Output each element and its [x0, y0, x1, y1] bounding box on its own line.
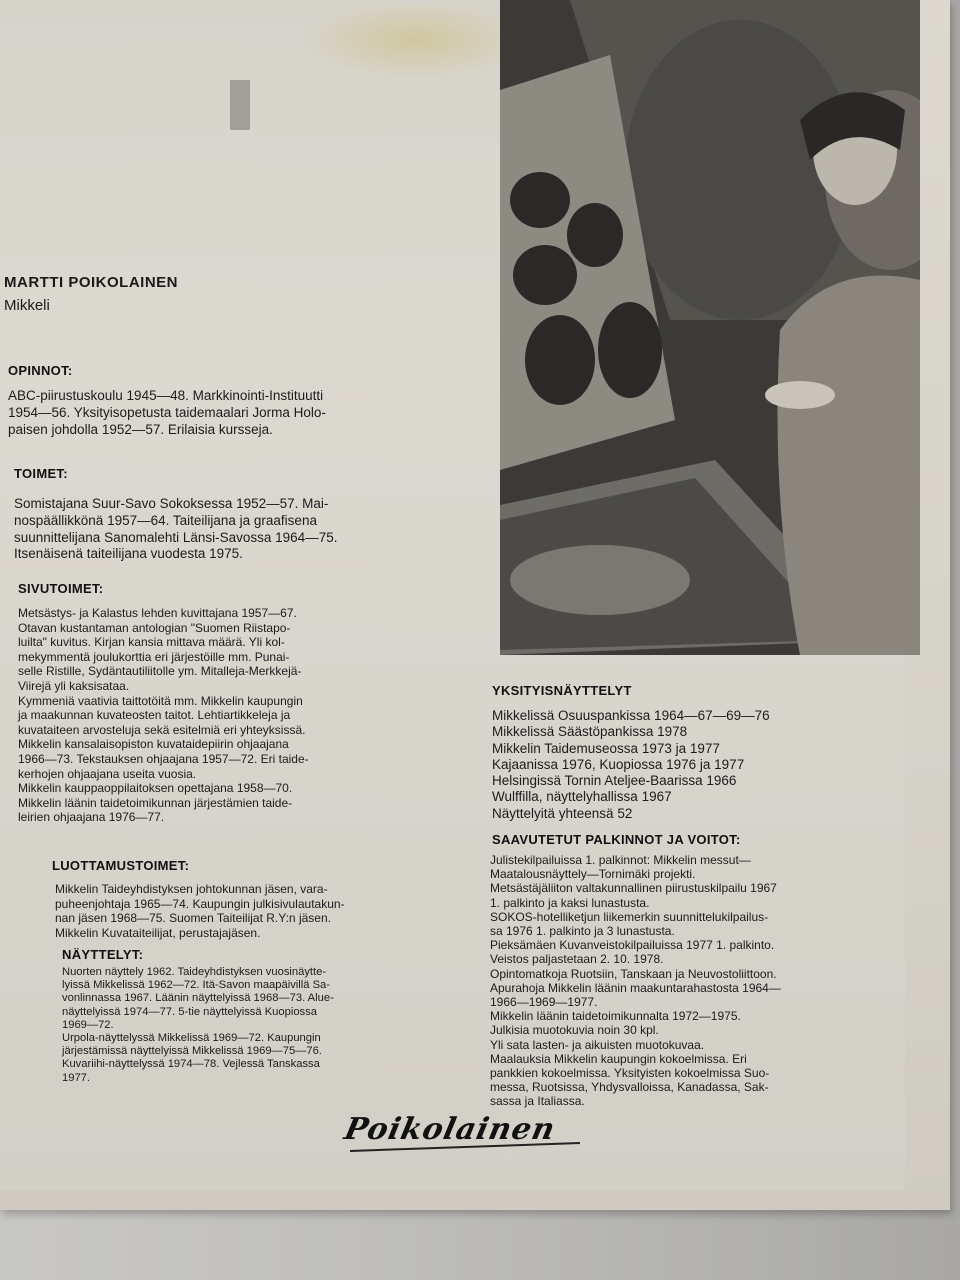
artist-city: Mikkeli — [4, 297, 50, 314]
signature: Poikolainen — [341, 1112, 559, 1147]
text-awards: Julistekilpailuissa 1. palkinnot: Mikkelin messut— Maatalousnäyttely—Tornimäki projekti. Metsästäjäliiton valtakunnallinen piirustuskilpailu 1967 1. palkinto ja kaksi lunastusta. SOKOS-hotelliketjun liikemerkin suunnittelukilpailus- sa 1976 1. palkinto ja 3 lunastusta. Pieksämäen Kuvanveistokilpailuissa 1977 1. palkinto. Veistos paljastetaan 2. 10. 1978. Opintomatkoja Ruotsiin, Tanskaan ja Neuvostoliittoon. Apurahoja Mikkelin läänin maakuntarahastosta 1964— 1966—1969—1977. Mikkelin läänin taidetoimikunnalta 1972—1975. Julkisia muotokuvia noin 30 kpl. Yli sata lasten- ja aikuisten muotokuvaa. Maalauksia Mikkelin kaupungin kokoelmissa. Eri pankkien kokoelmissa. Yksityisten kokoelmissa Suo- messa, Ruotsissa, Yhdysvalloissa, Kanadassa, Sak- sassa ja Italiassa. — [490, 853, 781, 1109]
photo-illustration — [500, 0, 920, 655]
heading-awards: SAAVUTETUT PALKINNOT JA VOITOT: — [492, 832, 741, 847]
heading-exhibitions: NÄYTTELYT: — [62, 947, 144, 962]
text-solo-exhibitions: Mikkelissä Osuuspankissa 1964—67—69—76 Mikkelissä Säästöpankissa 1978 Mikkelin Taidemuseossa 1973 ja 1977 Kajaanissa 1976, Kuopiossa 1976 ja 1977 Helsingissä Tornin Ateljee-Baarissa 1966 Wulffilla, näyttelyhallissa 1967 Näyttelyitä yhteensä 52 — [492, 708, 770, 821]
artist-name: MARTTI POIKOLAINEN — [4, 274, 178, 291]
text-trust-positions: Mikkelin Taideyhdistyksen johtokunnan jäsen, vara- puheenjohtaja 1965—74. Kaupungin julkisivulautakun- nan jäsen 1968—75. Suomen Taiteilijat R.Y:n jäsen. Mikkelin Kuvataiteilijat, perustajajäsen. — [55, 882, 345, 940]
artist-photo — [500, 0, 920, 655]
heading-studies: OPINNOT: — [8, 363, 73, 378]
text-exhibitions: Nuorten näyttely 1962. Taideyhdistyksen vuosinäytte- lyissä Mikkelissä 1962—72. Itä-Savon maapäivillä Sa- vonlinnassa 1967. Läänin näyttelyissä 1968—73. Alue- näyttelyissä 1974—77. 5-tie näyttelyissä Kuopiossa 1969—72. Urpola-näyttelyssä Mikkelissä 1969—72. Kaupungin järjestämissä näyttelyissä Mikkelissä 1969—75—76. Kuvariihi-näyttelyssä 1974—78. Vejlessä Tanskassa 1977. — [62, 966, 334, 1084]
text-side-jobs: Metsästys- ja Kalastus lehden kuvittajana 1957—67. Otavan kustantaman antologian "Suomen Riistapo- luilta" kuvitus. Kirjan kansia mittava määrä. Yli kol- mekymmentä joulukorttia eri järjestöille mm. Punai- selle Ristille, Sydäntautiliitolle ym. Mitalleja-Merkkejä- Viirejä yli kaksisataa. Kymmeniä vaativia taittotöitä mm. Mikkelin kaupungin ja maakunnan kuvateosten taitot. Lehtiartikkeleja ja kuvataiteen arvosteluja sekä esitelmiä eri yhteyksissä. Mikkelin kansalaisopiston kuvataidepiirin ohjaajana 1966—73. Tekstauksen ohjaajana 1957—72. Eri taide- kerhojen ohjaajana useita vuosia. Mikkelin kauppaoppilaitoksen opettajana 1958—70. Mikkelin läänin taidetoimikunnan järjestämien taide- leirien ohjaajana 1976—77. — [18, 606, 309, 825]
heading-side-jobs: SIVUTOIMET: — [18, 581, 104, 596]
paper-stain — [300, 0, 530, 80]
text-positions: Somistajana Suur-Savo Sokoksessa 1952—57. Mai- nospäällikkönä 1957—64. Taiteilijana ja graafisena suunnittelijana Sanomalehti Länsi-Savossa 1964—75. Itsenäisenä taiteilijana vuodesta 1975. — [14, 496, 338, 562]
tape-mark — [230, 80, 250, 130]
heading-solo-exhibitions: YKSITYISNÄYTTELYT — [492, 683, 632, 698]
heading-positions: TOIMET: — [14, 466, 68, 481]
text-studies: ABC-piirustuskoulu 1945—48. Markkinointi-Instituutti 1954—56. Yksityisopetusta taidemaalari Jorma Holo- paisen johdolla 1952—57. Erilaisia kursseja. — [8, 388, 326, 437]
heading-trust-positions: LUOTTAMUSTOIMET: — [52, 858, 190, 873]
